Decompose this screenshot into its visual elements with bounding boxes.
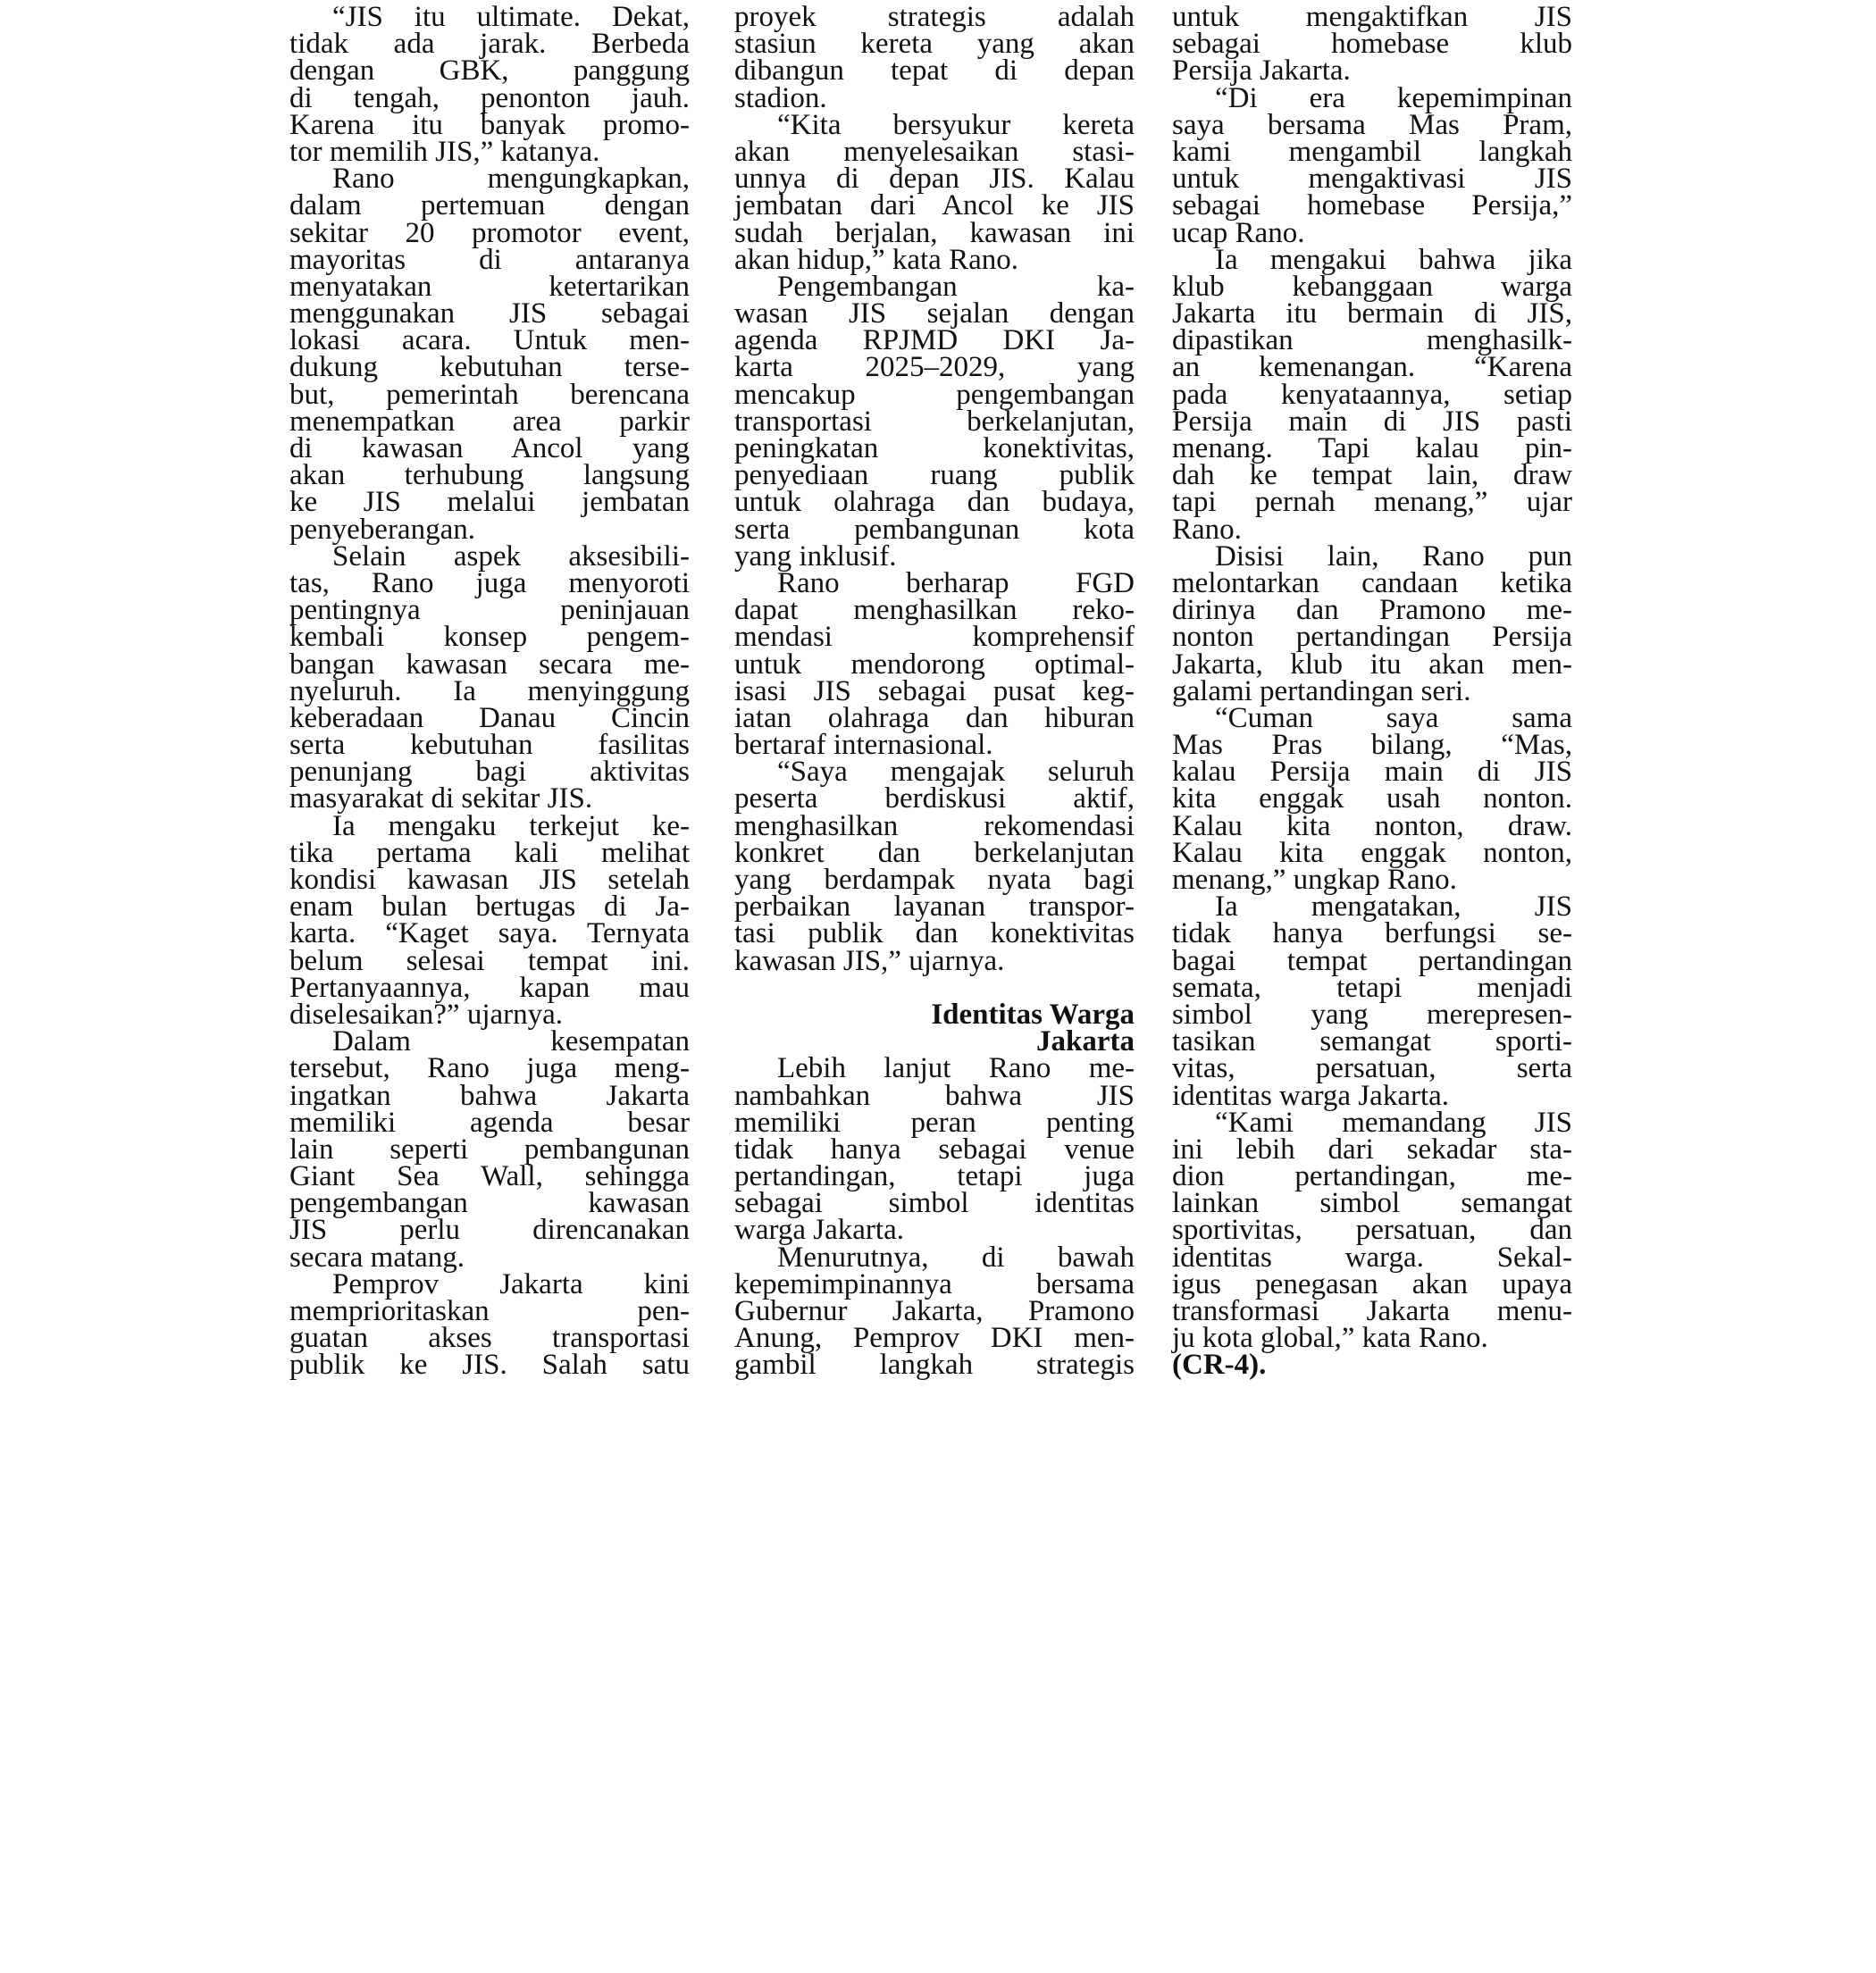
text-line: proyek strategis adalah <box>734 1 1135 33</box>
text-line: galami pertandingan seri. <box>1172 674 1471 707</box>
text-line: kita enggak usah nonton. <box>1172 782 1572 815</box>
text-line: lokasi acara. Untuk men- <box>289 324 690 357</box>
text-line: Giant Sea Wall, sehingga <box>289 1160 690 1193</box>
text-line: Kalau kita nonton, draw. <box>1172 809 1572 842</box>
text-line: konkret dan berkelanjutan <box>734 836 1135 869</box>
text-line: yang berdampak nyata bagi <box>734 864 1135 896</box>
text-line: saya bersama Mas Pram, <box>1172 108 1572 141</box>
text-line: tidak hanya berfungsi se- <box>1172 917 1572 950</box>
text-line: unnya di depan JIS. Kalau <box>734 163 1135 196</box>
text-line: Rano. <box>1172 513 1242 546</box>
text-line: kawasan JIS,” ujarnya. <box>734 944 1005 977</box>
text-line: Persija main di JIS pasti <box>1172 405 1572 438</box>
text-line: menang,” ungkap Rano. <box>1172 864 1457 896</box>
text-line: menang. Tapi kalau pin- <box>1172 432 1572 464</box>
text-line: identitas warga Jakarta. <box>1172 1079 1450 1112</box>
text-line: sebagai homebase klub <box>1172 28 1572 61</box>
text-line: masyarakat di sekitar JIS. <box>289 782 593 815</box>
text-line: dukung kebutuhan terse- <box>289 351 690 384</box>
text-line: bertaraf internasional. <box>734 729 993 762</box>
text-line: sebagai homebase Persija,” <box>1172 189 1572 222</box>
text-line: pentingnya peninjauan <box>289 594 690 627</box>
text-line: nyeluruh. Ia menyinggung <box>289 674 690 707</box>
text-line: Pertanyaannya, kapan mau <box>289 971 690 1004</box>
text-line: akan menyelesaikan stasi- <box>734 135 1135 168</box>
text-line: Karena itu banyak promo- <box>289 108 690 141</box>
text-line: penyediaan ruang publik <box>734 459 1135 492</box>
text-line: “Di era kepemimpinan <box>1215 81 1572 114</box>
text-line: yang inklusif. <box>734 539 897 573</box>
text-line: Kalau kita enggak nonton, <box>1172 836 1572 869</box>
text-line: kepemimpinannya bersama <box>734 1267 1135 1300</box>
text-line: Lebih lanjut Rano me- <box>777 1052 1135 1085</box>
text-line: warga Jakarta. <box>734 1214 904 1247</box>
text-line: pertandingan, tetapi juga <box>734 1160 1135 1193</box>
text-line: Persija Jakarta. <box>1172 54 1351 88</box>
article-column-1 <box>289 1 690 1382</box>
text-line: Ia mengaku terkejut ke- <box>332 809 690 842</box>
text-line: belum selesai tempat ini. <box>289 944 690 977</box>
text-line: peningkatan konektivitas, <box>734 432 1135 464</box>
text-line: Selain aspek aksesibili- <box>332 539 690 573</box>
text-line: Jakarta itu bermain di JIS, <box>1172 297 1572 330</box>
text-line: menempatkan area parkir <box>289 405 690 438</box>
text-line: nonton pertandingan Persija <box>1172 621 1572 654</box>
text-line: di kawasan Ancol yang <box>289 432 690 464</box>
text-line: sudah berjalan, kawasan ini <box>734 216 1135 249</box>
text-line: sportivitas, persatuan, dan <box>1172 1214 1572 1247</box>
text-line: ucap Rano. <box>1172 216 1305 249</box>
text-line: melontarkan candaan ketika <box>1172 566 1572 599</box>
text-line: Jakarta, klub itu akan men- <box>1172 648 1572 681</box>
section-subheading-line: Identitas Warga <box>931 998 1135 1031</box>
text-line: ini lebih dari sekadar sta- <box>1172 1133 1572 1166</box>
text-line: klub kebanggaan warga <box>1172 270 1572 303</box>
text-line: Gubernur Jakarta, Pramono <box>734 1295 1135 1327</box>
text-line: dengan GBK, panggung <box>289 54 690 88</box>
text-line: wasan JIS sejalan dengan <box>734 297 1135 330</box>
text-line: sebagai simbol identitas <box>734 1187 1135 1220</box>
text-line: dirinya dan Pramono me- <box>1172 594 1572 627</box>
text-line: dibangun tepat di depan <box>734 54 1135 88</box>
text-line: tidak ada jarak. Berbeda <box>289 28 690 61</box>
article-column-3 <box>1172 1 1572 1382</box>
paragraph-gap <box>734 974 1135 1001</box>
text-line: kondisi kawasan JIS setelah <box>289 864 690 896</box>
text-line: mayoritas di antaranya <box>289 243 690 276</box>
text-line: gambil langkah strategis <box>734 1349 1135 1382</box>
text-line: “Kami memandang JIS <box>1215 1106 1572 1139</box>
text-line: “Cuman saya sama <box>1215 701 1572 734</box>
text-line: karta 2025–2029, yang <box>734 351 1135 384</box>
text-line: simbol yang merepresen- <box>1172 998 1572 1031</box>
text-line: tika pertama kali melihat <box>289 836 690 869</box>
text-line: untuk mengaktifkan JIS <box>1172 1 1572 33</box>
text-line: mendasi komprehensif <box>734 621 1135 654</box>
text-line: Rano berharap FGD <box>777 566 1135 599</box>
text-line: agenda RPJMD DKI Ja- <box>734 324 1135 357</box>
text-line: dalam pertemuan dengan <box>289 189 690 222</box>
text-line: tas, Rano juga menyoroti <box>289 566 690 599</box>
text-line: tasi publik dan konektivitas <box>734 917 1135 950</box>
text-line: diselesaikan?” ujarnya. <box>289 998 564 1031</box>
text-line: kembali konsep pengem- <box>289 621 690 654</box>
text-line: di tengah, penonton jauh. <box>289 81 690 114</box>
text-line: untuk mendorong optimal- <box>734 648 1135 681</box>
text-line: bangan kawasan secara me- <box>289 648 690 681</box>
text-line: serta kebutuhan fasilitas <box>289 729 690 762</box>
text-line: transportasi berkelanjutan, <box>734 405 1135 438</box>
text-line: Ia mengatakan, JIS <box>1215 890 1572 924</box>
text-line: sekitar 20 promotor event, <box>289 216 690 249</box>
text-line: ju kota global,” kata Rano. <box>1172 1322 1488 1355</box>
text-line: ke JIS melalui jembatan <box>289 486 690 519</box>
text-line: Pengembangan ka- <box>777 270 1135 303</box>
text-line: identitas warga. Sekal- <box>1172 1241 1572 1274</box>
text-line: publik ke JIS. Salah satu <box>289 1349 690 1382</box>
text-line: nambahkan bahwa JIS <box>734 1079 1135 1112</box>
text-line: igus penegasan akan upaya <box>1172 1267 1572 1300</box>
text-line: perbaikan layanan transpor- <box>734 890 1135 924</box>
text-line: kalau Persija main di JIS <box>1172 756 1572 789</box>
text-line: memiliki agenda besar <box>289 1106 690 1139</box>
text-line: secara matang. <box>289 1241 465 1274</box>
text-line: but, pemerintah berencana <box>289 378 690 411</box>
text-line: dipastikan menghasilk- <box>1172 324 1572 357</box>
text-line: iatan olahraga dan hiburan <box>734 701 1135 734</box>
text-line: enam bulan bertugas di Ja- <box>289 890 690 924</box>
text-line: bagai tempat pertandingan <box>1172 944 1572 977</box>
text-line: JIS perlu direncanakan <box>289 1214 690 1247</box>
text-line: akan terhubung langsung <box>289 459 690 492</box>
text-line: serta pembangunan kota <box>734 513 1135 546</box>
text-line: stadion. <box>734 81 827 114</box>
text-line: jembatan dari Ancol ke JIS <box>734 189 1135 222</box>
text-line: akan hidup,” kata Rano. <box>734 243 1018 276</box>
text-line: tor memilih JIS,” katanya. <box>289 135 600 168</box>
article-column-2 <box>734 1 1135 1382</box>
text-line: “JIS itu ultimate. Dekat, <box>332 1 690 33</box>
text-line: Dalam kesempatan <box>332 1025 690 1058</box>
text-line: mencakup pengembangan <box>734 378 1135 411</box>
text-line: keberadaan Danau Cincin <box>289 701 690 734</box>
text-line: menyatakan ketertarikan <box>289 270 690 303</box>
section-subheading-line: Jakarta <box>1036 1025 1135 1058</box>
text-line: dion pertandingan, me- <box>1172 1160 1572 1193</box>
text-line: lain seperti pembangunan <box>289 1133 690 1166</box>
text-line: lainkan simbol semangat <box>1172 1187 1572 1220</box>
text-line: kami mengambil langkah <box>1172 135 1572 168</box>
text-line: vitas, persatuan, serta <box>1172 1052 1572 1085</box>
text-line: isasi JIS sebagai pusat keg- <box>734 674 1135 707</box>
text-line: transformasi Jakarta menu- <box>1172 1295 1572 1327</box>
text-line: peserta berdiskusi aktif, <box>734 782 1135 815</box>
text-line: ingatkan bahwa Jakarta <box>289 1079 690 1112</box>
text-line: stasiun kereta yang akan <box>734 28 1135 61</box>
text-line: memprioritaskan pen- <box>289 1295 690 1327</box>
text-line: Rano mengungkapkan, <box>332 163 690 196</box>
text-line: pengembangan kawasan <box>289 1187 690 1220</box>
text-line: semata, tetapi menjadi <box>1172 971 1572 1004</box>
text-line: tidak hanya sebagai venue <box>734 1133 1135 1166</box>
text-line: dapat menghasilkan reko- <box>734 594 1135 627</box>
text-line: “Kita bersyukur kereta <box>777 108 1135 141</box>
text-line: guatan akses transportasi <box>289 1322 690 1355</box>
text-line: “Saya mengajak seluruh <box>777 756 1135 789</box>
text-line: tersebut, Rano juga meng- <box>289 1052 690 1085</box>
text-line: Pemprov Jakarta kini <box>332 1267 690 1300</box>
text-line: Ia mengakui bahwa jika <box>1215 243 1572 276</box>
text-line: Menurutnya, di bawah <box>777 1241 1135 1274</box>
text-line: Disisi lain, Rano pun <box>1215 539 1572 573</box>
text-line: menggunakan JIS sebagai <box>289 297 690 330</box>
text-line: an kemenangan. “Karena <box>1172 351 1572 384</box>
text-line: karta. “Kaget saya. Ternyata <box>289 917 690 950</box>
text-line: pada kenyataannya, setiap <box>1172 378 1572 411</box>
text-line: penunjang bagi aktivitas <box>289 756 690 789</box>
text-line: untuk mengaktivasi JIS <box>1172 163 1572 196</box>
text-line: Mas Pras bilang, “Mas, <box>1172 729 1572 762</box>
text-line: Anung, Pemprov DKI men- <box>734 1322 1135 1355</box>
text-line: untuk olahraga dan budaya, <box>734 486 1135 519</box>
text-line: tapi pernah menang,” ujar <box>1172 486 1572 519</box>
text-line: penyeberangan. <box>289 513 475 546</box>
text-line: menghasilkan rekomendasi <box>734 809 1135 842</box>
text-line: dah ke tempat lain, draw <box>1172 459 1572 492</box>
text-line: tasikan semangat sporti- <box>1172 1025 1572 1058</box>
author-byline: (CR-4). <box>1172 1349 1267 1382</box>
text-line: memiliki peran penting <box>734 1106 1135 1139</box>
